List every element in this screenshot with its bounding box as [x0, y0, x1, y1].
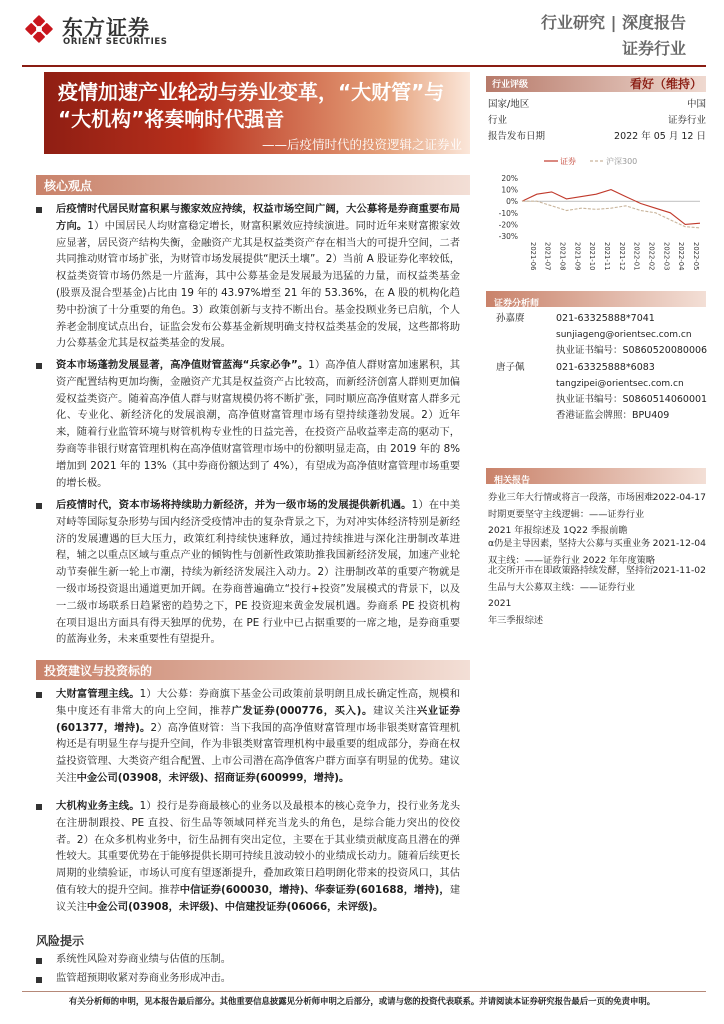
- info-row-industry: [488, 112, 706, 128]
- advice-a2-lead: 大机构业务主线。: [56, 800, 140, 812]
- bullet-icon: [36, 363, 42, 369]
- y-tick-label: 10%: [501, 185, 518, 195]
- related-line: 2021 年报综述及 1Q22 季报前瞻: [488, 525, 628, 536]
- analyst-email-1[interactable]: sunjiageng@orientsec.com.cn: [556, 330, 692, 340]
- legend-label-1: 证券: [560, 157, 576, 166]
- section-core-header: [36, 175, 470, 195]
- risk-item-1: 系统性风险对券商业绩与估值的压制。: [56, 953, 232, 965]
- related-report-3[interactable]: [488, 563, 658, 629]
- analyst-header: [486, 291, 706, 307]
- section-advice-title: 投资建议与投资标的: [44, 664, 153, 678]
- core-p2-lead: 资本市场蓬勃发展显著，高净值财管蓝海“兵家必争”。: [56, 359, 309, 371]
- x-tick-label: 2022-03: [662, 242, 671, 271]
- analyst-email-2[interactable]: tangzipei@orientsec.com.cn: [556, 379, 684, 389]
- brand-name-en: ORIENT SECURITIES: [63, 37, 168, 47]
- core-paragraph-3: [56, 497, 460, 648]
- title-line-2: “大机构”将奏响时代强音: [58, 107, 285, 131]
- advice-a2-stock: 中信证券(600030，增持)、华泰证券(601688，增持)，: [179, 883, 450, 896]
- related-header-label: 相关报告: [494, 476, 531, 486]
- related-header: [486, 468, 706, 484]
- footer-disclaimer: 有关分析师的申明，见本报告最后部分。其他重要信息披露见分析师申明之后部分，或请与您的投资代表联系。并请阅读本证券研究报告最后一页的免责申明。: [68, 996, 656, 1006]
- header-divider: [22, 65, 706, 67]
- analyst-header-label: 证券分析师: [494, 299, 540, 309]
- related-line: 双主线：——证券行业 2022 年年度策略: [488, 554, 656, 566]
- related-date-2: 2021-12-04: [652, 538, 706, 549]
- info-row-region: [488, 96, 706, 112]
- section-advice-header: [36, 660, 470, 680]
- x-tick-label: 2021-11: [603, 242, 611, 271]
- y-tick-label: -20%: [498, 220, 518, 230]
- legend-label-2: 沪深300: [606, 157, 638, 166]
- advice-a1-post: 2）高净值财管：当下我国的高净值财富管理市场非银类财富管理机构还是有明显生存与提升空间，作为非银类财富管理机构中最重要的组成部分，券商在权益投资管理、大类资产组合配置、上市公司潜在高净值客户群方面享有明显的优势。建议关注: [56, 721, 460, 784]
- advice-a2-mid: 建议关注: [56, 883, 460, 913]
- core-p3-lead: 后疫情时代，资本市场将持续助力新经济，并为一级市场的发展提供新机遇。: [56, 499, 412, 511]
- related-line: 时期更要坚守主线逻辑：——证券行业: [488, 508, 645, 520]
- core-p1-text: 1）中国居民人均财富稳定增长，财富积累效应持续演进。同时近年来财富搬家效应显著，居民资产结构失衡，金融资产尤其是权益类资产存在相当大的可提升空间，二者共同推动财管市场扩张，为财管市场发展提供“肥沃土壤”。2）当前 A 股证券化率较低，权益类资管市场仍然是一片蓝海，其中公募基金是发展最为迅猛的力量，而权益类基金(股票及混合型基金)占比由 19 年的 43.97%增至 21 年的 53.36%，在 A 股的机构化趋势中扮演了十分重要的角色。3）政策创新与支持不断出台。基金投顾业务已启航，个人养老金制度试点出台，证监会发布公募基金新规明确支持权益类基金的发展，这些都将助力公募基金尤其是权益类基金的发展。: [56, 219, 461, 350]
- analyst-name-2: 唐子佩: [496, 362, 525, 373]
- core-p2-text: 1）高净值人群财富加速累积，其资产配置结构更加均衡，金融资产尤其是权益资产占比较高，而新经济创富人群则更加偏爱权益类资产。随着高净值人群与财富规模仍将不断扩张，同时顺应高净值财富人群多元化、专业化、新经济化的发展浪潮，高净值财富管理市场有望持续蓬勃发展。2）近年来，随着行业监管环境与财管机构专业性的日益完善，在投资产品收益率走高的驱动下，券商等非银行财富管理机构在高净值财富管理市场中的份额明显走高，由 2019 年的 8%增加到 2021 年的 13%（其中券商份额达到了 4%），有望成为高净值财富管理市场重要的增长极。: [56, 359, 460, 489]
- x-tick-label: 2021-07: [543, 242, 552, 271]
- analyst-phone-1: 021-63325888*7041: [556, 313, 655, 324]
- x-tick-label: 2022-04: [677, 242, 686, 271]
- advice-a1-stock: 广发证券(000776，买入)。: [231, 704, 373, 717]
- x-tick-label: 2021-09: [573, 242, 582, 271]
- x-tick-label: 2021-06: [528, 242, 537, 271]
- bullet-icon: [36, 977, 42, 983]
- y-tick-label: -10%: [498, 208, 518, 218]
- info-value: 2022 年 05 月 12 日: [614, 131, 706, 142]
- brand-name: 东方证券: [62, 16, 150, 40]
- related-line: 北交所开市在即政策路持续发酵，坚持衍: [488, 565, 654, 576]
- logo-icon: [22, 12, 56, 46]
- x-tick-label: 2022-02: [647, 242, 656, 271]
- section-core-title: 核心观点: [44, 179, 93, 193]
- related-date-1: 2022-04-17: [652, 492, 706, 503]
- info-key: 行业: [488, 115, 508, 126]
- y-tick-label: 20%: [501, 174, 518, 183]
- analyst-phone-2: 021-63325888*6083: [556, 362, 655, 373]
- info-value: 证券行业: [667, 115, 706, 126]
- x-tick-label: 2021-12: [617, 242, 626, 271]
- rating-value: 看好（维持）: [629, 77, 702, 91]
- bullet-icon: [36, 958, 42, 964]
- related-line: 年三季报综述: [488, 614, 544, 626]
- related-line: 券业三年大行情或将言一段落，市场困难: [488, 492, 654, 503]
- advice-a1-stock-3: 中金公司(03908，未评级)、招商证券(600999，增持)。: [76, 771, 350, 784]
- x-tick-label: 2021-10: [588, 242, 597, 271]
- series-line-1: [522, 190, 700, 225]
- analyst-license-2: 香港证监会牌照：BPU409: [556, 410, 670, 421]
- info-row-date: [488, 128, 706, 144]
- risk-title: 风险提示: [36, 934, 85, 948]
- bullet-icon: [36, 207, 42, 213]
- advice-a2-stock-2: 中金公司(03908，未评级)、中信建投证券(06066，未评级)。: [86, 900, 384, 913]
- risk-item-2: 监管超预期收紧对券商业务形成冲击。: [56, 972, 232, 984]
- related-line: 生品与大公募双主线：——证券行业 2021: [488, 581, 635, 609]
- analyst-cert-1: 执业证书编号：S0860520080006: [556, 345, 708, 356]
- advice-a1-lead: 大财富管理主线。: [56, 688, 140, 700]
- bullet-icon: [36, 692, 42, 698]
- core-paragraph-1: [56, 201, 460, 352]
- x-tick-label: 2021-08: [558, 242, 567, 271]
- core-p3-text: 1）在中美对峙等国际复杂形势与国内经济受疫情冲击的复杂背景之下，为对冲实体经济特别是新经济的发展遭遇的巨大压力，政策红利持续快速释放，通过持续推进与深化注册制改革进程，辅之以重点区域与重点产业的倾钩性与创新性政策助推我国新经济发展，加速产业轮动节奏催生新一轮上市潮，持续为新经济发展注入动力。2）注册制改革的重要产物就是一级市场投资退出通道更加开阔。在券商普遍确立“投行+投资”发展模式的背景下，以及一二级市场联系日趋紧密的趋势之下，PE 投资迎来黄金发展机遇。券商系 PE 投资机构在项目退出方面具有得天独厚的优势，在 PE 行业中已占据重要的一席之地，是券商重要的蓝海业务，未来重要性有望提升。: [56, 499, 460, 646]
- advice-a1-text: 1）大公募：券商旗下基金公司政策前景明朗且成长确定性高，规模和集中度还有非常大的向上空间，推荐: [56, 688, 460, 717]
- report-type: 行业研究 | 深度报告: [541, 13, 686, 32]
- x-tick-label: 2022-05: [692, 242, 700, 271]
- analyst-name-1: 孙嘉赓: [496, 313, 525, 324]
- y-tick-label: 0%: [506, 197, 518, 207]
- industry-label: 证券行业: [621, 39, 686, 58]
- analyst-cert-2: 执业证书编号：S0860514060001: [556, 394, 708, 405]
- subtitle: ——后疫情时代的投资逻辑之证券业: [261, 137, 462, 152]
- bullet-icon: [36, 804, 42, 810]
- rating-label: 行业评级: [492, 80, 529, 90]
- core-paragraph-2: [56, 357, 460, 491]
- performance-chart: [486, 150, 706, 278]
- title-line-1: 疫情加速产业轮动与券业变革，“大财管”与: [58, 80, 445, 104]
- info-key: 报告发布日期: [488, 131, 546, 142]
- related-date-3: 2021-11-02: [652, 565, 706, 576]
- advice-a1-mid: 建议关注: [372, 704, 417, 717]
- advice-paragraph-1: [56, 686, 460, 787]
- advice-a1-stock-2: 兴业证券(601377，增持)。: [56, 704, 461, 734]
- bullet-icon: [36, 503, 42, 509]
- info-value: 中国: [686, 99, 706, 110]
- advice-a2-text: 1）投行是券商最核心的业务以及最根本的核心竞争力，投行业务龙头在注册制跟投、PE 直投、衍生品等领域同样充当龙头的角色，是综合能力突出的佼佼者。2）在众多机构业务中，衍生品拥有突出定位，主要在于其业绩贡献度高且潜在的弹性较大。其重要优势在于能够提供长期可持续且波动较小的业绩成长动力。随着后续更长周期的业绩验证，市场认可度有望逐渐提升，叠加政策日趋明朗化带来的投资风口，其估值有较大的提升空间。推荐: [56, 800, 460, 896]
- related-line: α仍是主导因素，坚持大公募与买重业务: [488, 538, 651, 549]
- x-tick-label: 2022-01: [632, 242, 641, 271]
- advice-paragraph-2: [56, 798, 460, 916]
- footer-divider: [22, 991, 706, 992]
- y-tick-label: -30%: [498, 232, 518, 241]
- core-p1-lead: 后疫情时代居民财富积累与搬家效应持续，权益市场空间广阔，大公募将是券商重要布局方向。: [56, 203, 460, 232]
- info-key: 国家/地区: [488, 99, 530, 110]
- related-report-1[interactable]: [488, 490, 658, 540]
